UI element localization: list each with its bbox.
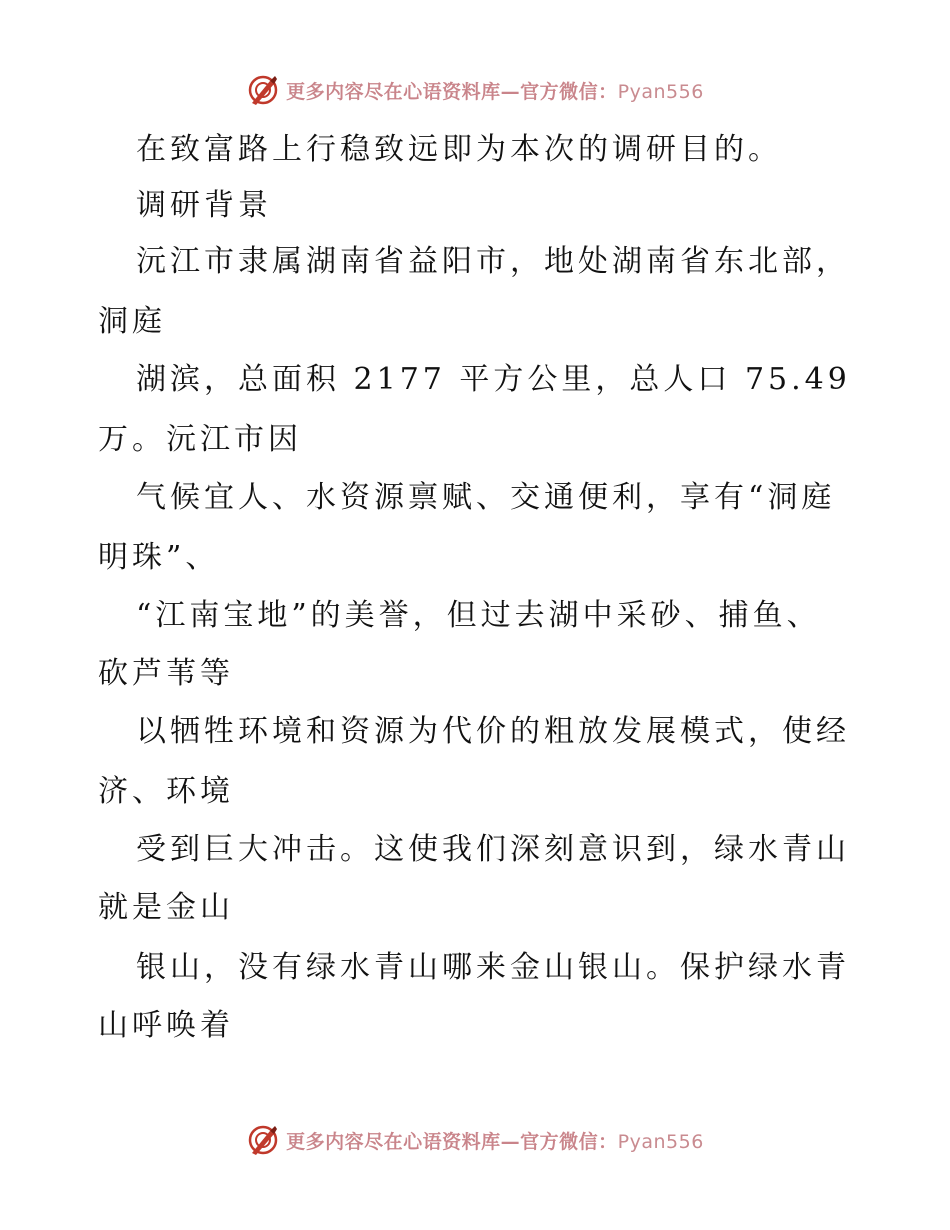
body-line: 就是金山 — [98, 890, 234, 925]
body-line: 明珠”、 — [98, 540, 220, 575]
pen-logo-icon — [246, 73, 280, 107]
body-line: 受到巨大冲击。这使我们深刻意识到，绿水青山 — [136, 832, 850, 867]
body-line: 湖滨，总面积 2177 平方公里，总人口 75.49 — [136, 362, 851, 397]
header-banner — [0, 70, 950, 110]
body-line: 气候宜人、水资源禀赋、交通便利，享有“洞庭 — [136, 480, 836, 515]
body-line: 银山，没有绿水青山哪来金山银山。保护绿水青 — [136, 950, 850, 985]
footer-banner-text: 更多内容尽在心语资料库—官方微信：Pyan556 — [286, 1130, 704, 1153]
body-line: 以牺牲环境和资源为代价的粗放发展模式，使经 — [136, 714, 850, 749]
body-line: 洞庭 — [98, 304, 166, 339]
body-line: 山呼唤着 — [98, 1008, 234, 1043]
pen-logo-icon — [246, 1123, 280, 1157]
body-line: 在致富路上行稳致远即为本次的调研目的。 — [136, 132, 782, 167]
body-line: 济、环境 — [98, 774, 234, 809]
section-heading: 调研背景 — [136, 188, 272, 223]
header-banner-text: 更多内容尽在心语资料库—官方微信：Pyan556 — [286, 80, 704, 103]
body-line: 砍芦苇等 — [98, 656, 234, 691]
body-line: “江南宝地”的美誉，但过去湖中采砂、捕鱼、 — [136, 598, 821, 633]
footer-banner — [0, 1120, 950, 1160]
body-line: 沅江市隶属湖南省益阳市，地处湖南省东北部， — [136, 244, 850, 279]
body-line: 万。沅江市因 — [98, 422, 302, 457]
